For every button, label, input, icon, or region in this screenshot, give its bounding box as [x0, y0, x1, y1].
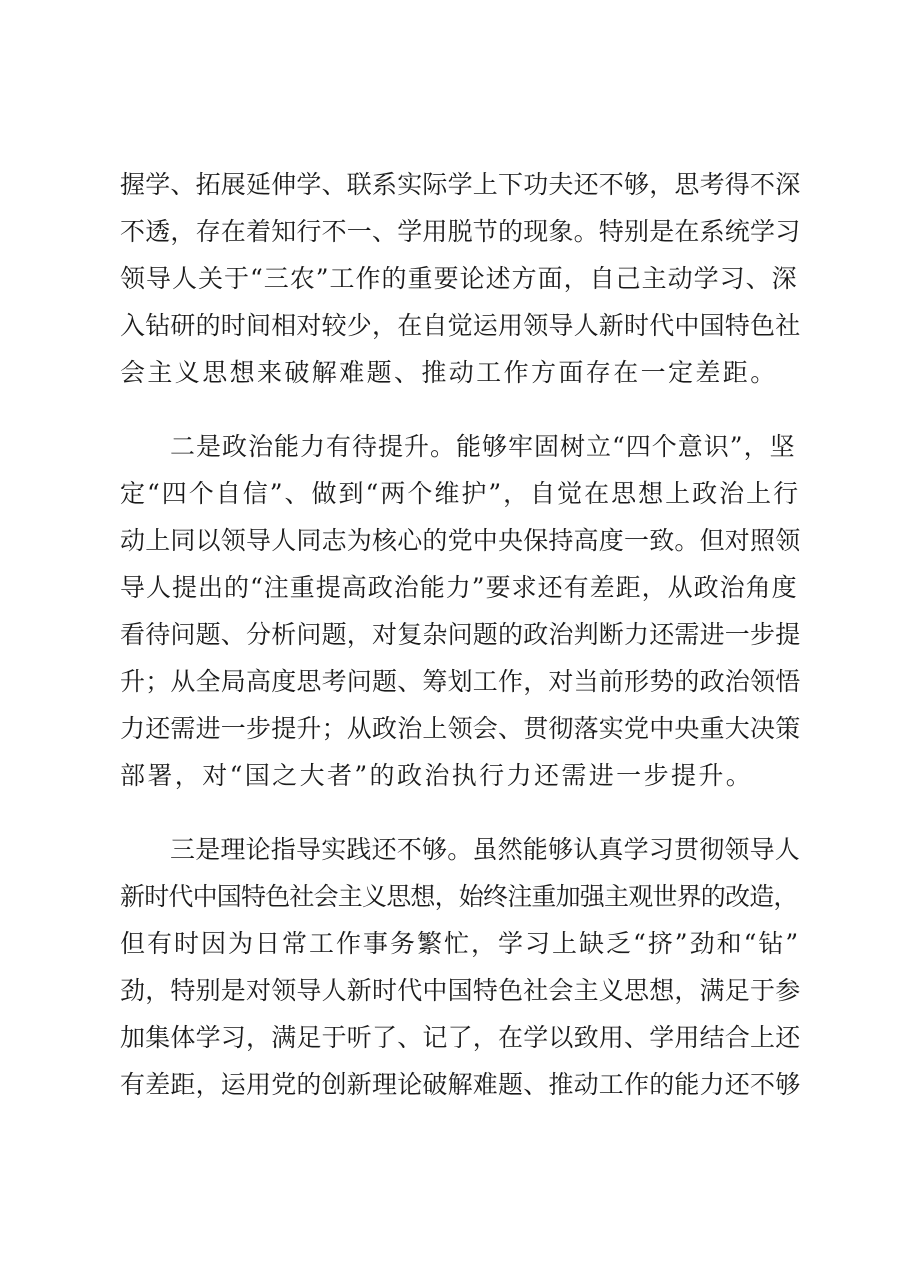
paragraph-1-line-4: 入钻研的时间相对较少，在自觉运用领导人新时代中国特色社 — [120, 311, 801, 340]
paragraph-1-line-1: 握学、拓展延伸学、联系实际学上下功夫还不够，思考得不深 — [120, 170, 801, 199]
paragraph-2-line-6: 升；从全局高度思考问题、筹划工作，对当前形势的政治领悟 — [120, 667, 801, 696]
paragraph-2-line-3: 动上同以领导人同志为核心的党中央保持高度一致。但对照领 — [120, 526, 801, 555]
paragraph-3-line-3: 但有时因为日常工作事务繁忙，学习上缺乏“挤”劲和“钻” — [120, 929, 801, 958]
paragraph-2-line-1: 二是政治能力有待提升。能够牢固树立“四个意识”，坚 — [170, 432, 796, 461]
paragraph-2-line-4: 导人提出的“注重提高政治能力”要求还有差距，从政治角度 — [120, 573, 798, 602]
paragraph-2-line-2: 定“四个自信”、做到“两个维护”，自觉在思想上政治上行 — [120, 479, 801, 508]
paragraph-2-line-8: 部署，对“国之大者”的政治执行力还需进一步提升。 — [120, 761, 754, 790]
paragraph-2-line-7: 力还需进一步提升；从政治上领会、贯彻落实党中央重大决策 — [120, 714, 801, 743]
paragraph-1-line-3: 领导人关于“三农”工作的重要论述方面，自己主动学习、深 — [120, 264, 798, 293]
paragraph-3-line-2: 新时代中国特色社会主义思想，始终注重加强主观世界的改造， — [120, 882, 798, 911]
paragraph-2-line-5: 看待问题、分析问题，对复杂问题的政治判断力还需进一步提 — [120, 620, 801, 649]
paragraph-3-line-6: 有差距，运用党的创新理论破解难题、推动工作的能力还不够 — [120, 1070, 801, 1099]
paragraph-3-line-5: 加集体学习，满足于听了、记了，在学以致用、学用结合上还 — [120, 1023, 801, 1052]
paragraph-1-line-5: 会主义思想来破解难题、推动工作方面存在一定差距。 — [120, 358, 778, 387]
paragraph-3-line-4: 劲，特别是对领导人新时代中国特色社会主义思想，满足于参 — [120, 976, 801, 1005]
paragraph-3-line-1: 三是理论指导实践还不够。虽然能够认真学习贯彻领导人 — [170, 835, 801, 864]
paragraph-1-line-2: 不透，存在着知行不一、学用脱节的现象。特别是在系统学习 — [120, 217, 801, 246]
